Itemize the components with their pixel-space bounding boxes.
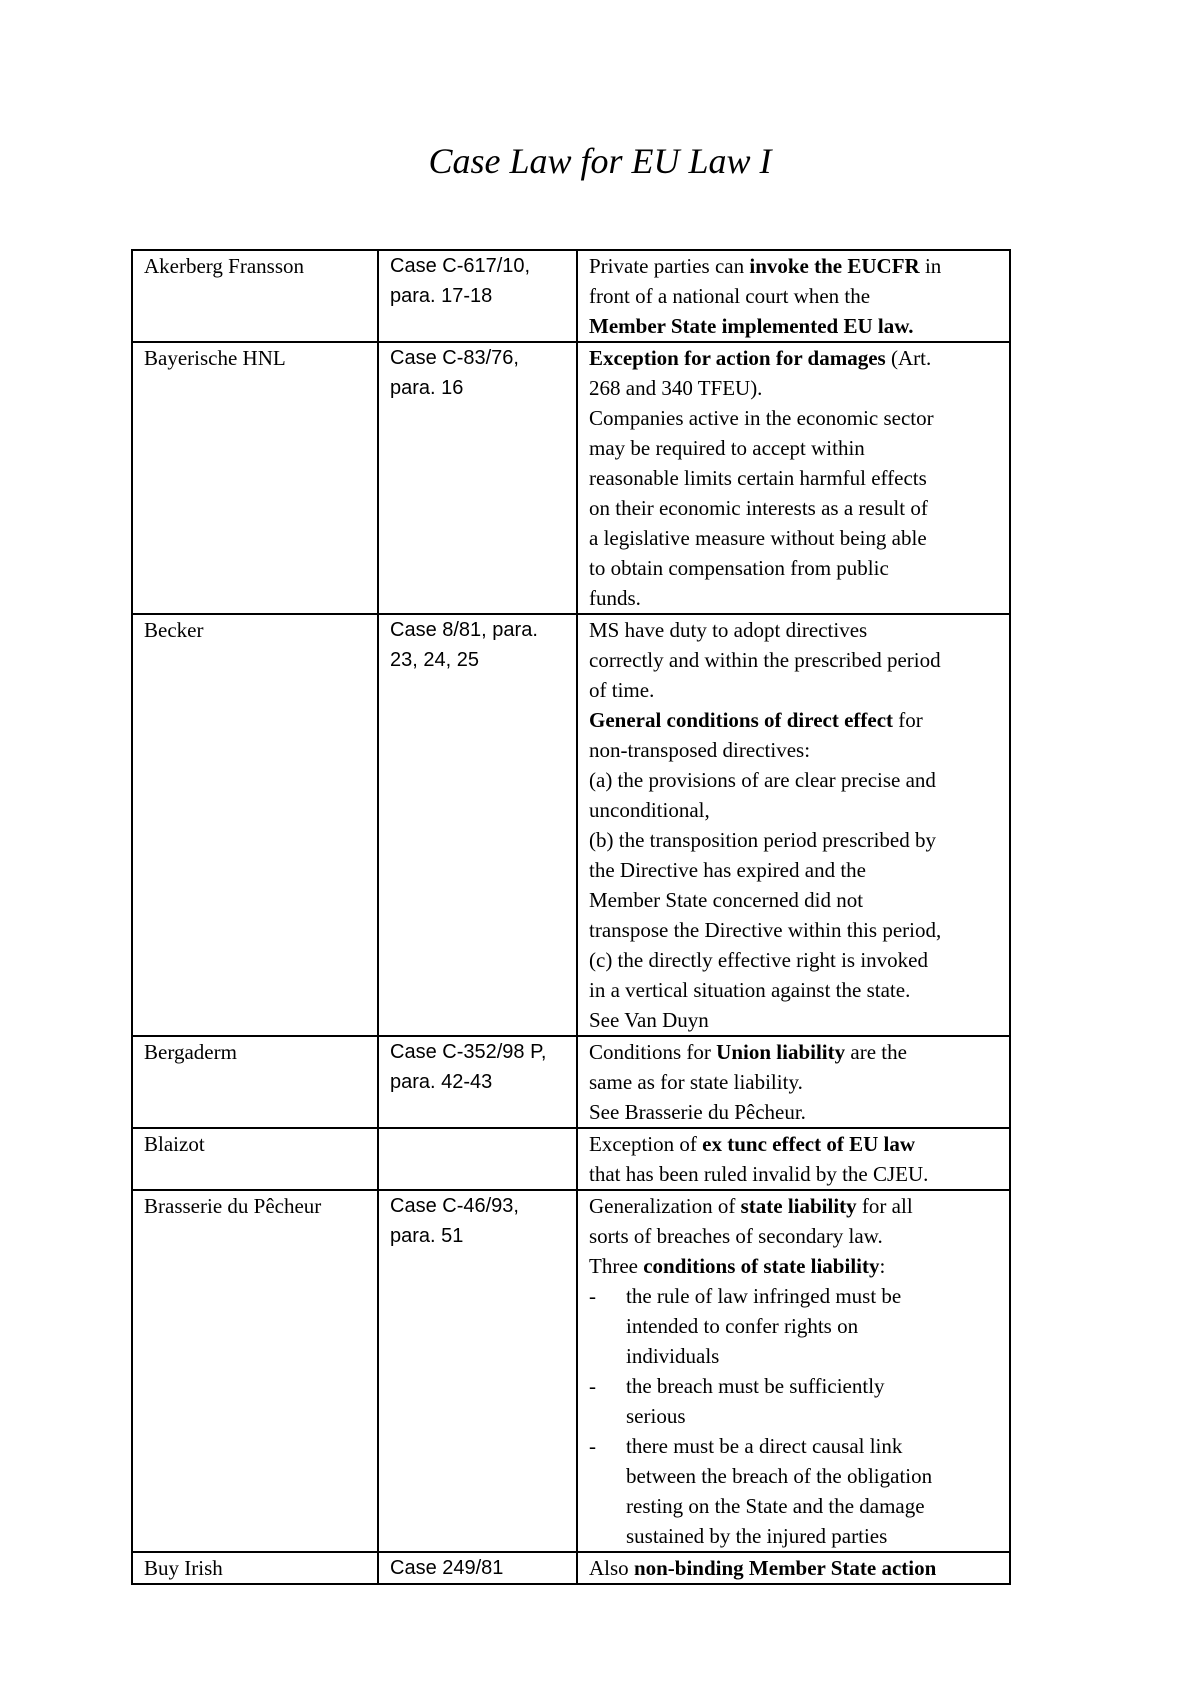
summary-text: (c) the directly effective right is invoked bbox=[589, 948, 928, 972]
summary-text: sorts of breaches of secondary law. bbox=[589, 1224, 883, 1248]
case-reference-cell bbox=[378, 1128, 577, 1190]
summary-line bbox=[589, 795, 1003, 825]
summary-bold-text: Exception for action for damages bbox=[589, 346, 886, 370]
case-name-cell bbox=[132, 1190, 378, 1552]
case-reference: Case C-352/98 P, bbox=[390, 1041, 547, 1063]
case-reference-cell bbox=[378, 1036, 577, 1128]
bullet-item bbox=[589, 1281, 1003, 1371]
summary-text: Member State concerned did not bbox=[589, 888, 864, 912]
summary-text: are the bbox=[845, 1040, 907, 1064]
summary-line bbox=[589, 1159, 1003, 1189]
summary-line bbox=[589, 825, 1003, 855]
case-reference: Case 8/81, para. bbox=[390, 619, 538, 641]
summary-text: MS have duty to adopt directives bbox=[589, 618, 868, 642]
summary-text: of time. bbox=[589, 678, 655, 702]
bullet-dash: - bbox=[589, 1374, 596, 1398]
case-name: Blaizot bbox=[144, 1132, 205, 1156]
table-row bbox=[132, 1036, 1010, 1128]
case-reference-cell bbox=[378, 614, 577, 1036]
summary-line bbox=[589, 583, 1003, 613]
summary-line bbox=[589, 1005, 1003, 1035]
summary-line bbox=[589, 855, 1003, 885]
case-name: Akerberg Fransson bbox=[144, 254, 305, 278]
summary-line bbox=[589, 735, 1003, 765]
summary-text: See Brasserie du Pêcheur. bbox=[589, 1100, 806, 1124]
summary-text: Conditions for bbox=[589, 1040, 717, 1064]
case-reference: para. 17-18 bbox=[390, 285, 493, 307]
bullet-line: intended to confer rights on bbox=[626, 1314, 859, 1338]
case-law-table bbox=[131, 249, 1011, 1585]
summary-line bbox=[589, 705, 1003, 735]
summary-text: transpose the Directive within this period, bbox=[589, 918, 942, 942]
case-name: Brasserie du Pêcheur bbox=[144, 1194, 322, 1218]
summary-bold-text: non-binding Member State action bbox=[633, 1556, 937, 1580]
table-row bbox=[132, 342, 1010, 614]
case-summary-cell bbox=[577, 614, 1010, 1036]
case-name: Becker bbox=[144, 618, 204, 642]
summary-line bbox=[589, 1037, 1003, 1067]
summary-bold-text: invoke the EUCFR bbox=[749, 254, 920, 278]
case-reference: para. 16 bbox=[390, 377, 464, 399]
table-row bbox=[132, 250, 1010, 342]
summary-line bbox=[589, 675, 1003, 705]
summary-line bbox=[589, 645, 1003, 675]
summary-line bbox=[589, 945, 1003, 975]
case-name-cell bbox=[132, 1128, 378, 1190]
summary-line bbox=[589, 281, 1003, 311]
summary-text: (Art. bbox=[885, 346, 932, 370]
summary-text: 268 and 340 TFEU). bbox=[589, 376, 763, 400]
summary-text: that has been ruled invalid by the CJEU. bbox=[589, 1162, 929, 1186]
case-reference: Case C-46/93, bbox=[390, 1195, 519, 1217]
case-summary-cell bbox=[577, 1190, 1010, 1552]
summary-line bbox=[589, 373, 1003, 403]
summary-text: unconditional, bbox=[589, 798, 710, 822]
bullet-dash: - bbox=[589, 1434, 596, 1458]
summary-line bbox=[589, 885, 1003, 915]
summary-line bbox=[589, 975, 1003, 1005]
summary-bold-text: Member State implemented EU law. bbox=[589, 314, 914, 338]
summary-text: Exception of bbox=[589, 1132, 703, 1156]
summary-text: : bbox=[879, 1254, 886, 1278]
table-row bbox=[132, 614, 1010, 1036]
bullet-line: between the breach of the obligation bbox=[626, 1464, 933, 1488]
summary-text: to obtain compensation from public bbox=[589, 556, 889, 580]
summary-text: non-transposed directives: bbox=[589, 738, 811, 762]
bullet-dash: - bbox=[589, 1284, 596, 1308]
summary-text: (a) the provisions of are clear precise and bbox=[589, 768, 936, 792]
summary-text: (b) the transposition period prescribed by bbox=[589, 828, 936, 852]
summary-line bbox=[589, 433, 1003, 463]
summary-line bbox=[589, 343, 1003, 373]
summary-text: in bbox=[919, 254, 942, 278]
summary-line bbox=[589, 553, 1003, 583]
case-reference: para. 42-43 bbox=[390, 1071, 493, 1093]
case-summary-cell bbox=[577, 1036, 1010, 1128]
case-reference: Case C-83/76, bbox=[390, 347, 519, 369]
case-name-cell bbox=[132, 614, 378, 1036]
summary-line bbox=[589, 1067, 1003, 1097]
case-summary-cell bbox=[577, 1552, 1010, 1584]
summary-text: reasonable limits certain harmful effects bbox=[589, 466, 927, 490]
summary-line bbox=[589, 493, 1003, 523]
summary-text: funds. bbox=[589, 586, 641, 610]
summary-line bbox=[589, 1097, 1003, 1127]
summary-text: same as for state liability. bbox=[589, 1070, 803, 1094]
case-name: Buy Irish bbox=[144, 1556, 223, 1580]
bullet-line: resting on the State and the damage bbox=[626, 1494, 925, 1518]
summary-text: Also bbox=[589, 1556, 634, 1580]
bullet-line: individuals bbox=[626, 1344, 720, 1368]
case-name: Bayerische HNL bbox=[144, 346, 286, 370]
case-reference: 23, 24, 25 bbox=[390, 649, 479, 671]
case-summary-cell bbox=[577, 342, 1010, 614]
bullet-line: the breach must be sufficiently bbox=[626, 1374, 885, 1398]
summary-text: for bbox=[893, 708, 923, 732]
bullet-line: sustained by the injured parties bbox=[626, 1524, 888, 1548]
case-summary-cell bbox=[577, 1128, 1010, 1190]
summary-text: See Van Duyn bbox=[589, 1008, 709, 1032]
summary-line bbox=[589, 915, 1003, 945]
case-reference-cell bbox=[378, 1552, 577, 1584]
bullet-line: there must be a direct causal link bbox=[626, 1434, 903, 1458]
table-row bbox=[132, 1552, 1010, 1584]
case-name-cell bbox=[132, 342, 378, 614]
case-reference-cell bbox=[378, 1190, 577, 1552]
case-reference: Case 249/81 bbox=[390, 1557, 504, 1579]
summary-bold-text: conditions of state liability bbox=[643, 1254, 880, 1278]
case-reference: para. 51 bbox=[390, 1225, 464, 1247]
summary-line bbox=[589, 1251, 1003, 1281]
summary-line bbox=[589, 1191, 1003, 1221]
document-title: Case Law for EU Law I bbox=[428, 141, 772, 181]
summary-line bbox=[589, 1221, 1003, 1251]
summary-bold-text: state liability bbox=[740, 1194, 857, 1218]
case-law-table-body bbox=[132, 250, 1010, 1584]
summary-line bbox=[589, 311, 1003, 341]
summary-text: Generalization of bbox=[589, 1194, 741, 1218]
bullet-item bbox=[589, 1431, 1003, 1551]
case-name-cell bbox=[132, 250, 378, 342]
summary-bold-text: General conditions of direct effect bbox=[589, 708, 894, 732]
summary-text: Private parties can bbox=[589, 254, 750, 278]
summary-line bbox=[589, 1129, 1003, 1159]
summary-text: in a vertical situation against the state. bbox=[589, 978, 911, 1002]
summary-bold-text: Union liability bbox=[716, 1040, 846, 1064]
bullet-line: the rule of law infringed must be bbox=[626, 1284, 902, 1308]
table-row bbox=[132, 1128, 1010, 1190]
summary-text: Three bbox=[589, 1254, 644, 1278]
summary-line bbox=[589, 523, 1003, 553]
table-row bbox=[132, 1190, 1010, 1552]
summary-line bbox=[589, 251, 1003, 281]
summary-line bbox=[589, 765, 1003, 795]
summary-text: on their economic interests as a result of bbox=[589, 496, 928, 520]
bullet-line: serious bbox=[626, 1404, 686, 1428]
summary-text: front of a national court when the bbox=[589, 284, 871, 308]
summary-line bbox=[589, 1553, 1003, 1583]
summary-text: the Directive has expired and the bbox=[589, 858, 866, 882]
summary-line bbox=[589, 615, 1003, 645]
case-name-cell bbox=[132, 1552, 378, 1584]
summary-text: for all bbox=[856, 1194, 913, 1218]
case-reference-cell bbox=[378, 342, 577, 614]
summary-line bbox=[589, 403, 1003, 433]
case-reference: Case C-617/10, bbox=[390, 255, 531, 277]
summary-text: Companies active in the economic sector bbox=[589, 406, 934, 430]
summary-bold-text: ex tunc effect of EU law bbox=[702, 1132, 915, 1156]
case-name: Bergaderm bbox=[144, 1040, 237, 1064]
case-summary-cell bbox=[577, 250, 1010, 342]
summary-text: may be required to accept within bbox=[589, 436, 865, 460]
summary-text: a legislative measure without being able bbox=[589, 526, 927, 550]
summary-text: correctly and within the prescribed period bbox=[589, 648, 941, 672]
case-reference-cell bbox=[378, 250, 577, 342]
bullet-item bbox=[589, 1371, 1003, 1431]
summary-line bbox=[589, 463, 1003, 493]
case-name-cell bbox=[132, 1036, 378, 1128]
